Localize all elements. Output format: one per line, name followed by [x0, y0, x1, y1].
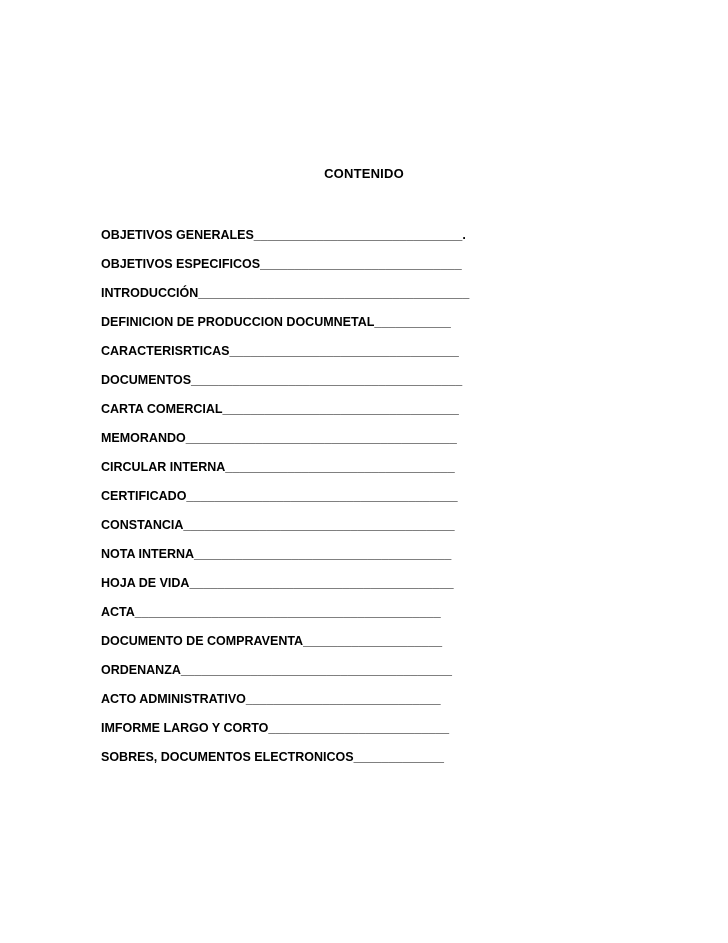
- toc-entry-carta-comercial: CARTA COMERCIAL__________________________________: [101, 402, 459, 416]
- toc-entry-acta: ACTA____________________________________________: [101, 605, 441, 619]
- toc-entry-documento-compraventa: DOCUMENTO DE COMPRAVENTA____________________: [101, 634, 443, 648]
- toc-entry-sobres-documentos-electronicos: SOBRES, DOCUMENTOS ELECTRONICOS_____________: [101, 750, 444, 764]
- toc-entry-objetivos-generales: OBJETIVOS GENERALES______________________________.: [101, 228, 466, 242]
- toc-entry-informe-largo-corto: IMFORME LARGO Y CORTO__________________________: [101, 721, 450, 735]
- toc-entry-acto-administrativo: ACTO ADMINISTRATIVO____________________________: [101, 692, 441, 706]
- page-title: [0, 166, 728, 181]
- toc-entry-hoja-de-vida: HOJA DE VIDA______________________________________: [101, 576, 454, 590]
- toc-entry-certificado: CERTIFICADO_______________________________________: [101, 489, 458, 503]
- toc-entry-circular-interna: CIRCULAR INTERNA_________________________________: [101, 460, 455, 474]
- toc-entry-objetivos-especificos: OBJETIVOS ESPECIFICOS_____________________________: [101, 257, 462, 271]
- toc-entry-ordenanza: ORDENANZA_______________________________________: [101, 663, 452, 677]
- toc-entry-constancia: CONSTANCIA_______________________________________: [101, 518, 455, 532]
- toc-entry-caracteristicas: CARACTERISRTICAS_________________________________: [101, 344, 459, 358]
- toc-entry-nota-interna: NOTA INTERNA_____________________________________: [101, 547, 452, 561]
- toc-entry-documentos: DOCUMENTOS_______________________________________: [101, 373, 463, 387]
- toc-entry-memorando: MEMORANDO_______________________________________: [101, 431, 457, 445]
- toc-entry-definicion-produccion-documental: DEFINICION DE PRODUCCION DOCUMNETAL___________: [101, 315, 451, 329]
- table-of-contents: [101, 227, 481, 778]
- toc-entry-introduccion: INTRODUCCIÓN_______________________________________: [101, 286, 470, 300]
- page-title-text: CONTENIDO: [324, 166, 404, 181]
